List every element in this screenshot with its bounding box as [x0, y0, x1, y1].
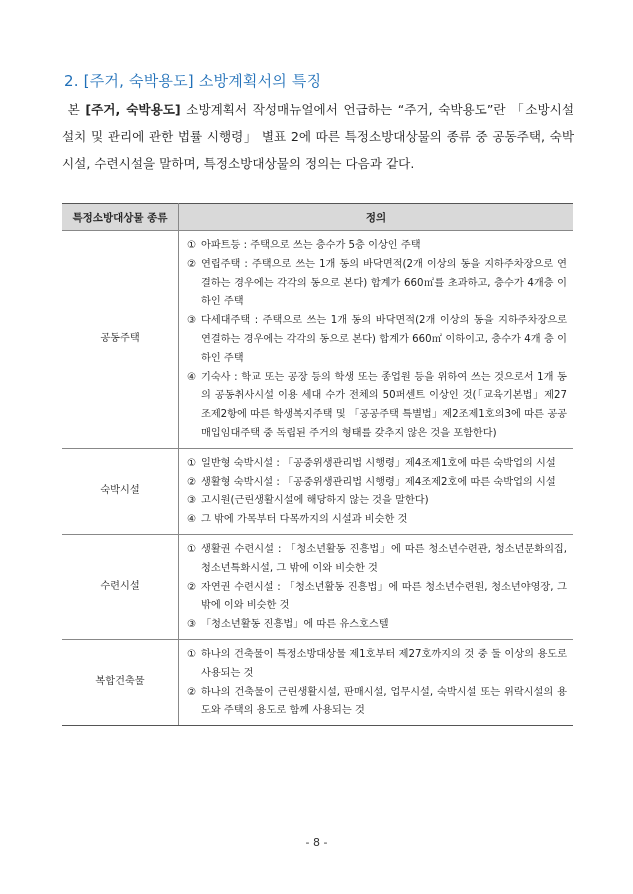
item-text: 생활형 숙박시설 : 「공중위생관리법 시행령」제4조제2호에 따른 숙박업의 시설	[201, 476, 556, 488]
list-item	[187, 646, 567, 684]
item-text: 그 밖에 가목부터 다목까지의 시설과 비슷한 것	[201, 514, 408, 526]
item-text: 고시원(근린생활시설에 해당하지 않는 것을 말한다)	[201, 495, 429, 507]
item-text: 자연권 수련시설 : 「청소년활동 진흥법」에 따른 청소년수련원, 청소년야영장, 그 밖에 이와 비슷한 것	[201, 581, 567, 612]
item-text: 연립주택 : 주택으로 쓰는 1개 동의 바닥면적(2개 이상의 동을 지하주차장으로 연결하는 경우에는 각각의 동으로 본다) 합계가 660㎡를 초과하고, 층수가 4개층 이하인 주택	[201, 258, 567, 308]
list-item	[187, 541, 567, 579]
item-number: ①	[187, 543, 197, 555]
category-cell: 공동주택	[62, 231, 179, 449]
item-text: 기숙사 : 학교 또는 공장 등의 학생 또는 종업원 등을 위하여 쓰는 것으로서 1개 동의 공동취사시설 이용 세대 수가 전체의 50퍼센트 이상인 것(「교육기본법」제27조제2항에 따른 학생복지주택 및 「공공주택 특별법」제2조제1호의3에 따른 공공매입임대주택 중 독립된 주거의 형태를 갖추지 않은 것을 포함한다)	[201, 371, 567, 439]
list-item	[187, 511, 567, 530]
intro-paragraph	[62, 96, 574, 177]
category-cell: 복합건축물	[62, 639, 179, 725]
page-number: - 8 -	[305, 836, 328, 849]
header-definition: 정의	[179, 204, 574, 231]
item-text: 다세대주택 : 주택으로 쓰는 1개 동의 바닥면적(2개 이상의 동을 지하주차장으로 연결하는 경우에는 각각의 동으로 본다) 합계가 660㎡ 이하이고, 층수가 4개 층 이하인 주택	[201, 315, 567, 364]
item-number: ④	[187, 371, 197, 383]
table-header-row	[62, 204, 573, 231]
list-item	[187, 369, 567, 444]
item-number: ①	[187, 648, 197, 660]
table-row	[62, 231, 573, 449]
section-title: 2. [주거, 숙박용도] 소방계획서의 특징	[64, 72, 322, 90]
list-item	[187, 312, 567, 368]
list-item	[187, 455, 567, 474]
item-text: 하나의 건축물이 특정소방대상물 제1호부터 제27호까지의 것 중 둘 이상의 용도로 사용되는 것	[201, 648, 567, 679]
intro-prefix: 본	[67, 102, 86, 117]
item-text: 생활권 수련시설 : 「청소년활동 진흥법」에 따른 청소년수련관, 청소년문화의집, 청소년특화시설, 그 밖에 이와 비슷한 것	[201, 543, 567, 574]
list-item	[187, 237, 567, 256]
definition-cell	[179, 639, 574, 725]
item-number: ③	[187, 495, 197, 507]
intro-bold: [주거, 숙박용도]	[85, 102, 181, 117]
item-number: ③	[187, 619, 197, 631]
item-number: ④	[187, 514, 197, 526]
list-item	[187, 616, 567, 635]
list-item	[187, 684, 567, 722]
definition-cell	[179, 448, 574, 534]
item-number: ③	[187, 315, 197, 327]
list-item	[187, 492, 567, 511]
item-number: ②	[187, 581, 197, 593]
item-number: ①	[187, 457, 197, 469]
definition-table	[62, 203, 573, 726]
item-number: ②	[187, 258, 197, 270]
table-row	[62, 534, 573, 639]
list-item	[187, 256, 567, 312]
header-category: 특정소방대상물 종류	[62, 204, 179, 231]
list-item	[187, 579, 567, 617]
item-text: 아파트등 : 주택으로 쓰는 층수가 5층 이상인 주택	[201, 240, 421, 251]
list-item	[187, 474, 567, 493]
item-text: 일반형 숙박시설 : 「공중위생관리법 시행령」제4조제1호에 따른 숙박업의 시설	[201, 457, 556, 469]
item-text: 「청소년활동 진흥법」에 따른 유스호스텔	[201, 619, 389, 631]
category-cell: 수련시설	[62, 534, 179, 639]
item-number: ②	[187, 686, 197, 698]
table-row	[62, 639, 573, 725]
definition-cell	[179, 231, 574, 449]
item-number: ②	[187, 476, 197, 488]
item-text: 하나의 건축물이 근린생활시설, 판매시설, 업무시설, 숙박시설 또는 위락시설의 용도와 주택의 용도로 함께 사용되는 것	[201, 686, 567, 717]
item-number: ①	[187, 240, 197, 251]
table-row	[62, 448, 573, 534]
intro-text: 소방계획서 작성매뉴얼에서 언급하는 “주거, 숙박용도”란 「소방시설 설치 및 관리에 관한 법률 시행령」 별표 2에 따른 특정소방대상물의 종류 중 공동주택, 숙박시설, 수련시설을 말하며, 특정소방대상물의 정의는 다음과 같다.	[62, 102, 574, 171]
definition-cell	[179, 534, 574, 639]
category-cell: 숙박시설	[62, 448, 179, 534]
